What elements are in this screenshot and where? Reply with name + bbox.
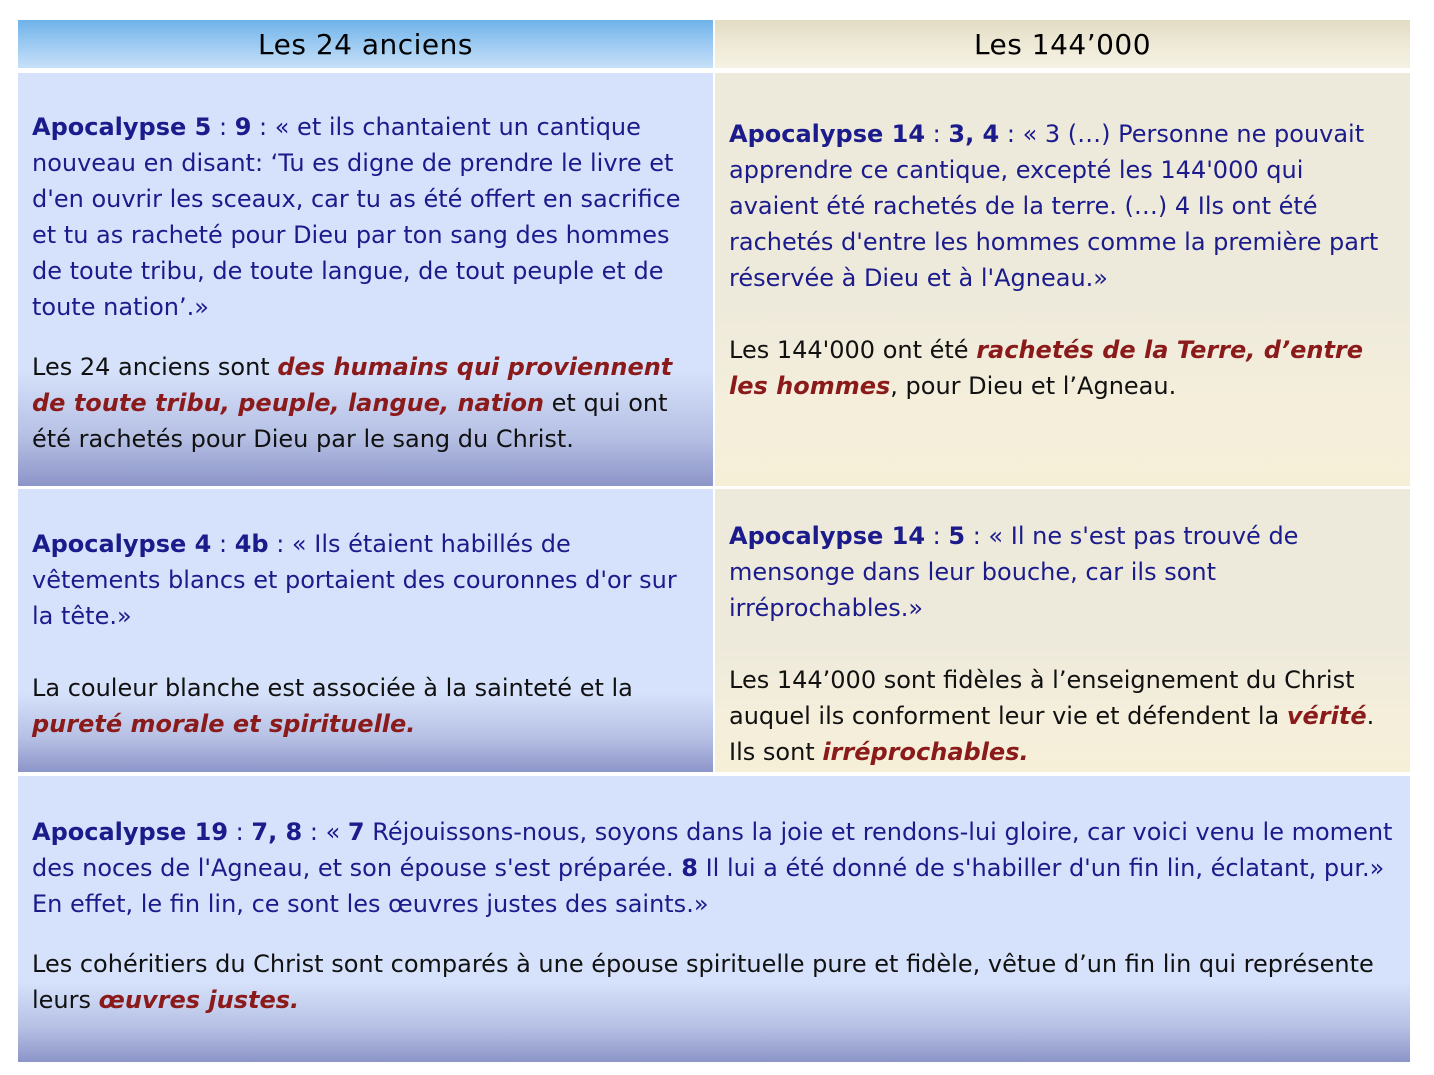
commentary: Les 24 anciens sont des humains qui proviennent de toute tribu, peuple, langue, nation et qui ont été rachetés pour Dieu par le sang du Christ.	[32, 353, 673, 453]
commentary: Les 144'000 ont été rachetés de la Terre, d’entre les hommes, pour Dieu et l’Agneau.	[729, 336, 1364, 400]
scripture-quote: Apocalypse 14 : 3, 4 : « 3 (…) Personne ne pouvait apprendre ce cantique, excepté les 144'000 qui avaient été rachetés de la terre. (…) 4 Ils ont été rachetés d'entre les hommes comme la première part réservée à Dieu et à l'Agneau.»	[729, 120, 1379, 292]
header-left-label: Les 24 anciens	[258, 27, 473, 61]
commentary: Les cohéritiers du Christ sont comparés à une épouse spirituelle pure et fidèle, vêtue d’un fin lin qui représente leurs œuvres justes.	[32, 950, 1374, 1014]
scripture-quote: Apocalypse 5 : 9 : « et ils chantaient un cantique nouveau en disant: ‘Tu es digne de prendre le livre et d'en ouvrir les sceaux, car tu as été offert en sacrifice et tu as racheté pour Dieu par ton sang des hommes de toute tribu, de toute langue, de tout peuple et de toute nation’.»	[32, 113, 681, 321]
cell-144000-rachetes	[715, 73, 1410, 486]
cell-144000-irreprochables	[715, 489, 1410, 772]
cell-fin-lin	[18, 776, 1410, 1062]
cell-24-anciens-rachetes	[18, 73, 713, 486]
scripture-quote: Apocalypse 19 : 7, 8 : « 7 Réjouissons-nous, soyons dans la joie et rendons-lui gloire, car voici venu le moment des noces de l'Agneau, et son épouse s'est préparée. 8 Il lui a été donné de s'habiller d'un fin lin, éclatant, pur.» En effet, le fin lin, ce sont les œuvres justes des saints.»	[32, 818, 1393, 918]
scripture-quote: Apocalypse 14 : 5 : « Il ne s'est pas trouvé de mensonge dans leur bouche, car ils sont irréprochables.»	[729, 522, 1299, 622]
header-24-anciens	[18, 20, 713, 68]
header-144000	[715, 20, 1410, 68]
commentary: La couleur blanche est associée à la sainteté et la pureté morale et spirituelle.	[32, 674, 633, 738]
cell-24-anciens-vetements	[18, 489, 713, 772]
commentary: Les 144’000 sont fidèles à l’enseignement du Christ auquel ils conforment leur vie et défendent la vérité. Ils sont irréprochables.	[729, 666, 1375, 766]
header-right-label: Les 144’000	[973, 27, 1152, 61]
scripture-quote: Apocalypse 4 : 4b : « Ils étaient habillés de vêtements blancs et portaient des couronnes d'or sur la tête.»	[32, 530, 677, 630]
